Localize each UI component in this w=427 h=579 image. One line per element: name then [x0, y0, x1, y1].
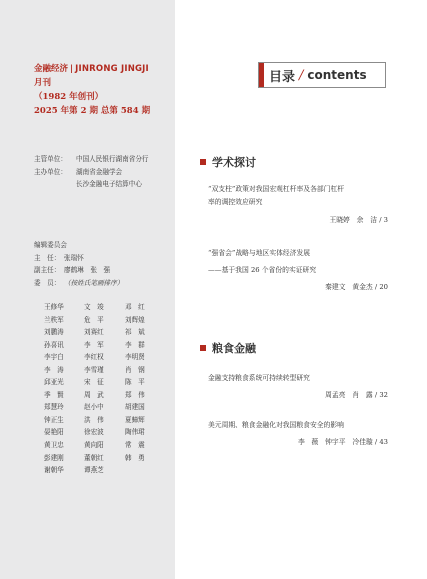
board-member-name: 宋 征 [84, 378, 104, 387]
article-page: / 32 [374, 391, 388, 399]
article-title-line: “双支柱”政策对我国宏观杠杆率及各部门杠杆 [208, 185, 345, 193]
board-member-name: 刘赛红 [84, 328, 104, 337]
director-row [34, 252, 123, 265]
section-square-icon [200, 159, 206, 165]
board-member-name: 李 军 [84, 340, 104, 349]
article-meta [208, 389, 388, 402]
contents-title-zh: 目录 [269, 69, 296, 85]
members-list [44, 301, 165, 477]
board-member-name: 郑 伟 [125, 390, 145, 399]
article-page: / 3 [379, 216, 388, 224]
board-member-name: 陶伟珺 [125, 428, 145, 437]
board-member-name: 李雪瑾 [84, 365, 104, 374]
host-value-2: 长沙金融电子结算中心 [76, 180, 142, 188]
board-member-name: 兰秩军 [44, 315, 64, 324]
members-row [34, 277, 123, 290]
board-member-name: 季 賢 [44, 390, 64, 399]
section-title-text: 学术探讨 [212, 156, 256, 169]
board-member-name: 李 群 [125, 340, 145, 349]
article-title-line: 美元周期、粮食金融化对我国粮食安全的影响 [208, 421, 344, 429]
board-member-name: 李宇白 [44, 353, 64, 362]
board-member-name: 李 涛 [44, 365, 64, 374]
supervisor-value: 中国人民银行湖南省分行 [76, 155, 149, 163]
deputy-row [34, 264, 123, 277]
board-member-name: 黄卫忠 [44, 441, 64, 450]
board-member-name: 陈 平 [125, 378, 145, 387]
board-member-name: 常 震 [125, 441, 145, 450]
board-member-name: 文 竣 [84, 303, 104, 311]
contents-accent-bar [259, 63, 264, 87]
journal-name-separator: | [70, 64, 74, 74]
journal-founded: （1982 年创刊） [34, 92, 104, 102]
sponsor-info [34, 153, 149, 191]
section-title [200, 154, 256, 170]
supervisor-label: 主管单位： [34, 155, 67, 163]
article-authors: 周孟亮 肖 露 [325, 391, 373, 399]
deputy-label: 副主任： [34, 266, 61, 274]
board-member-name: 李明贤 [125, 353, 145, 362]
board-member-name: 肖 钢 [125, 365, 145, 374]
masthead [34, 62, 150, 118]
issue-number: 2025 年第 2 期 总第 584 期 [34, 106, 151, 116]
contents-title-slash: / [299, 67, 304, 83]
board-member-name: 孙喜讯 [44, 340, 64, 349]
board-member-name: 钟正生 [44, 415, 64, 424]
journal-frequency: 月刊 [34, 78, 52, 88]
board-member-name: 谭燕芝 [84, 466, 104, 475]
editorial-board-title: 编辑委员会 [34, 241, 67, 249]
article-page: / 43 [374, 438, 388, 446]
article-title-line: “强省会”战略与地区实体经济发展 [208, 249, 311, 257]
board-member-name: 李红权 [84, 353, 104, 362]
board-member-name: 危 平 [84, 315, 104, 324]
board-member-name: 郑慧玲 [44, 403, 64, 412]
article-entry[interactable] [208, 372, 388, 402]
article-title-line: 金融支持粮食系统可持续转型研究 [208, 374, 310, 382]
section-square-icon [200, 345, 206, 351]
board-member-name: 邓 红 [125, 303, 145, 311]
journal-name-latin: JINRONG JINGJI [75, 64, 149, 74]
supervisor-row [34, 153, 149, 166]
article-subtitle-line: ——基于我国 26 个省份的实证研究 [208, 266, 317, 274]
contents-title-en: contents [307, 68, 367, 82]
board-member-name: 胡建国 [125, 403, 145, 412]
article-meta [208, 214, 388, 227]
board-member-name: 晏艳阳 [44, 428, 64, 437]
board-member-name: 刘鹏涛 [44, 328, 64, 337]
board-member-name: 王修华 [44, 303, 64, 311]
article-authors: 王晓婷 余 洁 [329, 216, 378, 224]
host-label: 主办单位： [34, 167, 67, 176]
article-authors: 李 薇 钟宇平 冷佳璇 [297, 438, 373, 446]
board-member-name: 徐宏波 [84, 428, 104, 437]
journal-name: 金融经济 [34, 64, 69, 74]
host-value-1: 湖南省金融学会 [76, 167, 123, 176]
article-meta [208, 436, 388, 449]
board-member-name: 董朝红 [84, 453, 104, 462]
section-title-text: 粮食金融 [212, 342, 256, 355]
members-note: （按姓氏笔画排序） [64, 278, 124, 287]
masthead-title-line [34, 62, 150, 76]
board-member-name: 刘辉煌 [125, 315, 145, 324]
board-member-name: 彭建刚 [44, 453, 64, 462]
deputy-value: 廖鹤琳 张 强 [64, 266, 111, 274]
contents-heading [258, 62, 386, 88]
board-member-name: 夏蟑辉 [125, 415, 145, 424]
editorial-board [34, 239, 123, 289]
article-entry[interactable] [208, 419, 388, 449]
board-member-name: 周 武 [84, 390, 104, 399]
director-value: 张瑞怀 [64, 253, 84, 262]
board-member-name: 谢朝华 [44, 466, 64, 475]
board-member-name: 赵小中 [84, 403, 104, 412]
article-meta [208, 281, 388, 294]
article-page: / 20 [374, 283, 388, 291]
board-member-name: 黄向阳 [84, 441, 104, 450]
board-member-name: 韩 勇 [125, 453, 145, 462]
article-title-line: 率的调控效应研究 [208, 198, 263, 206]
article-entry[interactable] [208, 247, 388, 294]
host-row [34, 166, 149, 179]
board-member-name: 邱亚光 [44, 378, 64, 387]
members-label: 委 员： [34, 278, 61, 287]
section-title [200, 340, 256, 356]
board-member-name: 祁 斌 [125, 328, 145, 337]
board-member-name: 洪 伟 [84, 415, 104, 424]
director-label: 主 任： [34, 253, 61, 262]
article-authors: 秦建文 黄金杰 [325, 283, 373, 291]
article-entry[interactable] [208, 183, 388, 227]
